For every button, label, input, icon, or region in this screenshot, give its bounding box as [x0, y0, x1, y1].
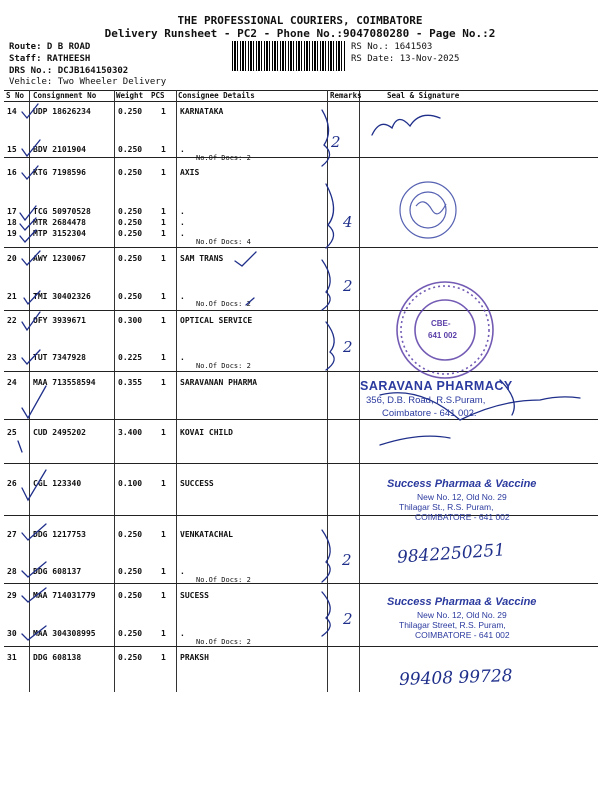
vehicle-label: Vehicle: Two Wheeler Delivery	[9, 77, 167, 87]
col-consignment: Consignment No	[33, 91, 97, 100]
col-pcs: PCS	[151, 91, 165, 100]
remark-mark: 2	[331, 133, 341, 151]
route-label: Route: D B ROAD	[9, 42, 91, 52]
bank-seal	[400, 182, 456, 238]
svg-text:CBE-: CBE-	[431, 319, 451, 328]
success-stamp-2: Success Pharmaa & Vaccine New No. 12, Old No. 29 Thilagar Street, R.S. Puram, COIMBATORE - 641 002	[387, 596, 537, 640]
col-weight: Weight	[116, 91, 144, 100]
svg-text:641 002: 641 002	[428, 331, 457, 340]
document-title: THE PROFESSIONAL COURIERS, COIMBATORE	[177, 14, 423, 27]
remark-mark: 4	[343, 213, 353, 231]
handwritten-phone-1: 9842250251	[396, 540, 506, 568]
handwritten-phone-2: 99408 99728	[398, 666, 513, 690]
col-consignee: Consignee Details	[178, 91, 255, 100]
runsheet-table: S No Consignment No Weight PCS Consignee Details Remarks Seal & Signature 14 UDP 18626234 0.250 1 KARNATAKA 15 BDV 2101904 0.250 1 . No.Of Docs: 2 16 KTG 7198596 0.250 1 AXIS 17 TCG 50970528 0.250 1 . 18 MTR 2684478 0.250 1 . 19 MTP 3152304 0.250 1 . No.Of Docs: 4 20 AWY 1230067 0.250 1 SAM TRANS 21 TMI 30402326 0.250 1 . No.Of Docs: 2 22 OFY 3939671 0.300 1 OPTICAL SERVICE 23 TUT 7347928 0.225 1 . No.Of Docs: 2 24 MAA 713558594 0.355 1 SARAVANAN PHARMA 25 CUD 2495202 3.400 1 KOVAI CHILD 26 CGL 123340 0.100 1 SUCCESS 27 DDG 1217753 0.250 1 VENKATACHAL 28 DDG 608137 0.250 1 . No.Of Docs: 2 29 MAA 714031779 0.250 1 SUCESS 30 MAA 304308995 0.250 1 . No.Of Docs: 2 31 DDG 608138 0.250 1 PRAKSH	[4, 90, 598, 790]
remark-mark: 2	[343, 610, 353, 628]
remark-mark: 2	[343, 338, 353, 356]
col-seal-signature: Seal & Signature	[387, 91, 460, 100]
rs-number: RS No.: 1641503	[351, 42, 433, 52]
saravana-stamp: SARAVANA PHARMACY 356, D.B. Road, R.S.Puram, Coimbatore - 641 002.	[360, 379, 513, 419]
success-stamp-1: Success Pharmaa & Vaccine New No. 12, Old No. 29 Thilagar St., R.S. Puram, COIMBATORE - 641 002	[387, 478, 537, 522]
col-remarks: Remarks	[330, 91, 362, 100]
remark-mark: 2	[343, 277, 353, 295]
col-sno: S No	[6, 91, 25, 100]
courier-seal	[397, 282, 493, 378]
drs-label: DRS No.: DCJB164150302	[9, 66, 129, 76]
document-subtitle: Delivery Runsheet - PC2 - Phone No.:9047080280 - Page No.:2	[104, 27, 496, 40]
remark-mark: 2	[342, 551, 352, 569]
rs-date: RS Date: 13-Nov-2025	[351, 54, 460, 64]
staff-label: Staff: RATHEESH	[9, 54, 91, 64]
